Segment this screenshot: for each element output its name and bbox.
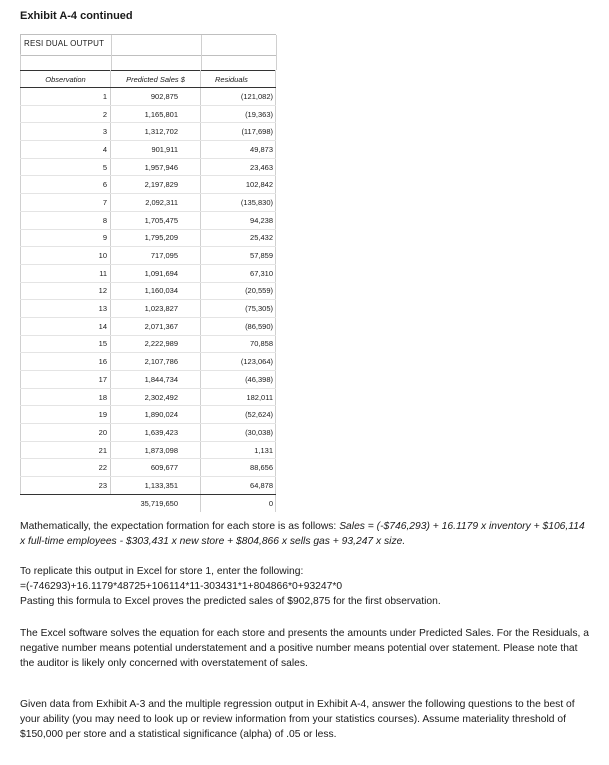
spacer-cell	[201, 54, 277, 70]
table-row	[21, 123, 276, 141]
residual-cell: 102,842	[201, 176, 276, 194]
table-row	[21, 194, 276, 212]
observation-cell: 10	[21, 247, 111, 265]
table-row	[21, 441, 276, 459]
question-paragraph: Given data from Exhibit A-3 and the multiple regression output in Exhibit A-4, answer the following questions to the best of your ability (you may need to look up or review information from your statistics courses). Assume materiality threshold of $150,000 per store and a statistical significance (alpha) of .05 or less.	[20, 699, 575, 740]
observation-cell: 16	[21, 353, 111, 371]
excel-instruction-line: To replicate this output in Excel for store 1, enter the following:	[20, 566, 304, 577]
header-cell	[111, 35, 202, 55]
observation-cell: 2	[21, 105, 111, 123]
table-row	[21, 353, 276, 371]
column-header-predicted-sales: Predicted Sales $	[111, 71, 201, 88]
predicted-sales-cell: 1,091,694	[111, 264, 201, 282]
observation-cell: 13	[21, 300, 111, 318]
predicted-sales-cell: 1,639,423	[111, 424, 201, 442]
predicted-sales-cell: 2,197,829	[111, 176, 201, 194]
predicted-sales-cell: 1,957,946	[111, 158, 201, 176]
observation-cell: 1	[21, 88, 111, 106]
table-row	[21, 459, 276, 477]
residual-cell: (20,559)	[201, 282, 276, 300]
residual-cell: 88,656	[201, 459, 276, 477]
residual-output-table	[20, 70, 276, 512]
observation-cell: 23	[21, 477, 111, 495]
predicted-sales-cell: 2,302,492	[111, 388, 201, 406]
residual-cell: (123,064)	[201, 353, 276, 371]
observation-cell: 6	[21, 176, 111, 194]
excel-formula: =(-746293)+16.1179*48725+106114*11-303431*1+804866*0+93247*0	[20, 581, 343, 592]
observation-cell: 12	[21, 282, 111, 300]
table-row	[21, 211, 276, 229]
predicted-sales-cell: 2,107,786	[111, 353, 201, 371]
table-row	[21, 88, 276, 106]
observation-cell: 17	[21, 371, 111, 389]
residual-cell: (121,082)	[201, 88, 276, 106]
table-row	[21, 105, 276, 123]
predicted-sales-cell: 2,222,989	[111, 335, 201, 353]
residual-cell: 25,432	[201, 229, 276, 247]
predicted-sales-cell: 1,312,702	[111, 123, 201, 141]
residual-cell: (75,305)	[201, 300, 276, 318]
residual-cell: 67,310	[201, 264, 276, 282]
residual-cell: (52,624)	[201, 406, 276, 424]
predicted-sales-cell: 1,165,801	[111, 105, 201, 123]
table-row	[21, 477, 276, 495]
residual-cell: (30,038)	[201, 424, 276, 442]
table-row	[21, 406, 276, 424]
observation-cell: 14	[21, 317, 111, 335]
predicted-sales-cell: 1,844,734	[111, 371, 201, 389]
formula-paragraph	[20, 519, 590, 549]
observation-cell: 19	[21, 406, 111, 424]
spacer-cell	[21, 54, 112, 70]
table-row	[21, 158, 276, 176]
spacer-row	[20, 54, 276, 70]
excel-proof-line: Pasting this formula to Excel proves the predicted sales of $902,875 for the first observation.	[20, 596, 441, 607]
predicted-sales-cell: 717,095	[111, 247, 201, 265]
residual-cell: (19,363)	[201, 105, 276, 123]
table-row	[21, 388, 276, 406]
total-row	[21, 494, 276, 511]
residual-cell: 23,463	[201, 158, 276, 176]
header-cell	[201, 35, 277, 55]
observation-cell: 21	[21, 441, 111, 459]
residual-cell: (86,590)	[201, 317, 276, 335]
observation-cell: 11	[21, 264, 111, 282]
observation-cell: 4	[21, 141, 111, 159]
formula-lead-text: Mathematically, the expectation formation for each store is as follows:	[20, 521, 337, 532]
table-row	[21, 229, 276, 247]
residual-cell: 70,858	[201, 335, 276, 353]
predicted-sales-cell: 902,875	[111, 88, 201, 106]
residual-output-label: RESI DUAL OUTPUT	[24, 39, 105, 48]
table-header-row	[21, 71, 276, 88]
observation-cell: 5	[21, 158, 111, 176]
table-row	[21, 317, 276, 335]
predicted-sales-cell: 1,705,475	[111, 211, 201, 229]
column-header-observation: Observation	[21, 71, 111, 88]
observation-cell: 22	[21, 459, 111, 477]
predicted-sales-cell: 2,071,367	[111, 317, 201, 335]
residual-cell: 64,878	[201, 477, 276, 495]
observation-cell: 18	[21, 388, 111, 406]
table-row	[21, 282, 276, 300]
explanation-paragraph: The Excel software solves the equation for each store and presents the amounts under Predicted Sales. For the Residuals, a negative number means potential understatement and a positive number means potential over statement. Please note that the auditor is likely only concerned with overstatement of sales.	[20, 628, 589, 669]
table-row	[21, 300, 276, 318]
table-row	[21, 371, 276, 389]
residual-cell: 57,859	[201, 247, 276, 265]
observation-cell: 9	[21, 229, 111, 247]
total-predicted-sales: 35,719,650	[111, 494, 201, 511]
table-row	[21, 424, 276, 442]
predicted-sales-cell: 1,873,098	[111, 441, 201, 459]
table-row	[21, 335, 276, 353]
table-row	[21, 247, 276, 265]
table-row	[21, 264, 276, 282]
residual-cell: (117,698)	[201, 123, 276, 141]
residual-cell: (135,830)	[201, 194, 276, 212]
residual-cell: 94,238	[201, 211, 276, 229]
predicted-sales-cell: 609,677	[111, 459, 201, 477]
observation-cell: 20	[21, 424, 111, 442]
table-row	[21, 176, 276, 194]
predicted-sales-cell: 2,092,311	[111, 194, 201, 212]
predicted-sales-cell: 1,890,024	[111, 406, 201, 424]
residual-cell: (46,398)	[201, 371, 276, 389]
total-label-cell	[21, 494, 111, 511]
predicted-sales-cell: 901,911	[111, 141, 201, 159]
observation-cell: 8	[21, 211, 111, 229]
spacer-cell	[111, 54, 202, 70]
observation-cell: 15	[21, 335, 111, 353]
predicted-sales-cell: 1,133,351	[111, 477, 201, 495]
regression-equation: Sales = (-$746,293) + 16.1179 x inventory + $106,114 x full-time employees - $303,431 x new store + $804,866 x sells gas + 93,247 x size.	[20, 521, 585, 547]
column-header-residuals: Residuals	[201, 71, 276, 88]
table-row	[21, 141, 276, 159]
residual-output-header	[20, 34, 276, 56]
residual-cell: 182,011	[201, 388, 276, 406]
exhibit-title: Exhibit A-4 continued	[20, 10, 133, 22]
excel-instructions	[20, 564, 590, 609]
predicted-sales-cell: 1,023,827	[111, 300, 201, 318]
predicted-sales-cell: 1,795,209	[111, 229, 201, 247]
residual-cell: 49,873	[201, 141, 276, 159]
observation-cell: 7	[21, 194, 111, 212]
residual-cell: 1,131	[201, 441, 276, 459]
total-residual: 0	[201, 494, 276, 511]
observation-cell: 3	[21, 123, 111, 141]
predicted-sales-cell: 1,160,034	[111, 282, 201, 300]
